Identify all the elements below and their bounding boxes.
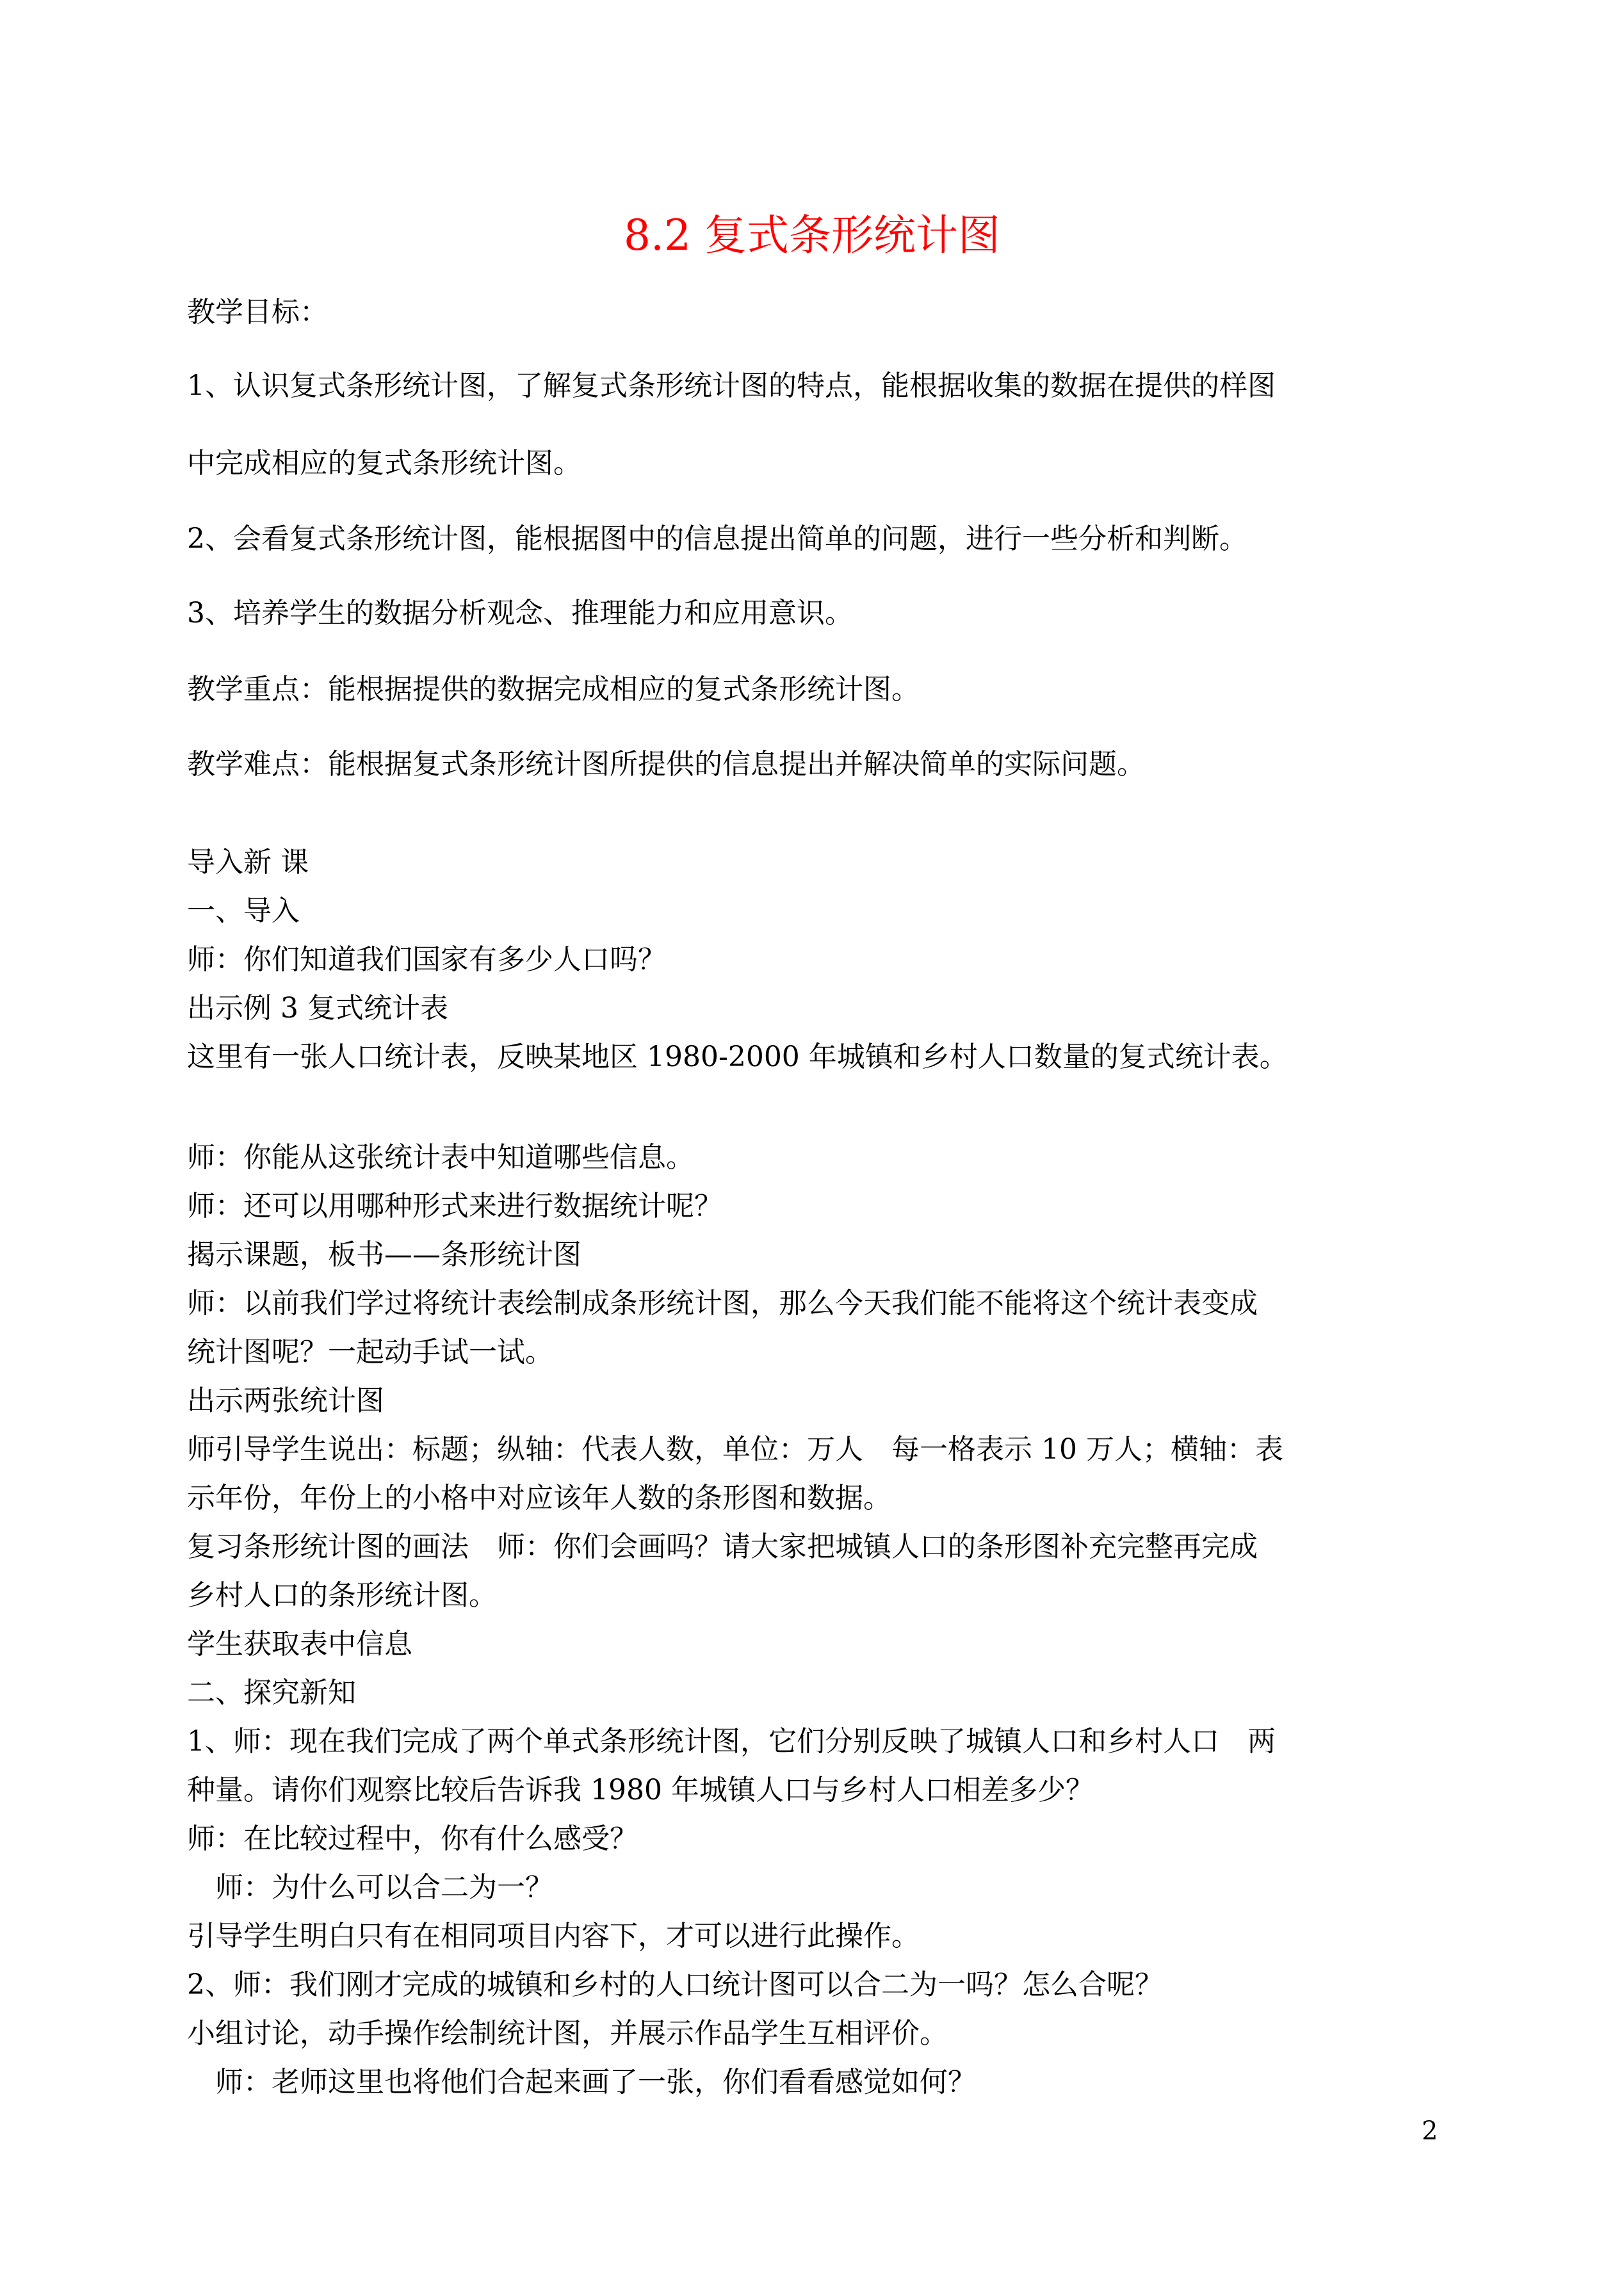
objective-3: 3、培养学生的数据分析观念、推理能力和应用意识。 [187, 597, 853, 629]
lesson-line: 学生获取表中信息 [187, 1628, 412, 1660]
objectives-heading: 教学目标： [187, 296, 328, 328]
key-point: 教学重点：能根据提供的数据完成相应的复式条形统计图。 [187, 673, 920, 706]
lesson-line: 种量。请你们观察比较后告诉我 1980 年城镇人口与乡村人口相差多少？ [187, 1774, 1094, 1806]
lesson-line: 小组讨论，动手操作绘制统计图，并展示作品学生互相评价。 [187, 2017, 948, 2050]
page-title: 8.2 复式条形统计图 [624, 211, 1000, 260]
lesson-line: 师：老师这里也将他们合起来画了一张，你们看看感觉如何？ [187, 2066, 976, 2098]
lesson-line: 二、探究新知 [187, 1676, 356, 1709]
lesson-line: 导入新 课 [187, 846, 309, 879]
lesson-line: 乡村人口的条形统计图。 [187, 1579, 497, 1612]
lesson-line: 师：为什么可以合二为一？ [187, 1871, 553, 1904]
objective-1-line-1: 1、认识复式条形统计图，了解复式条形统计图的特点，能根据收集的数据在提供的样图 [187, 369, 1276, 402]
lesson-line: 师：在比较过程中，你有什么感受？ [187, 1822, 638, 1855]
lesson-line: 统计图呢？一起动手试一试。 [187, 1336, 553, 1368]
lesson-line: 复习条形统计图的画法 师：你们会画吗？请大家把城镇人口的条形图补充完整再完成 [187, 1530, 1258, 1563]
lesson-line: 一、导入 [187, 895, 300, 927]
lesson-line: 2、师：我们刚才完成的城镇和乡村的人口统计图可以合二为一吗？怎么合呢？ [187, 1968, 1163, 2001]
objective-1-line-2: 中完成相应的复式条形统计图。 [187, 447, 581, 480]
lesson-line: 师：以前我们学过将统计表绘制成条形统计图，那么今天我们能不能将这个统计表变成 [187, 1287, 1258, 1320]
lesson-line: 师：你能从这张统计表中知道哪些信息。 [187, 1141, 694, 1174]
lesson-line: 师：还可以用哪种形式来进行数据统计呢？ [187, 1190, 722, 1222]
lesson-line: 师：你们知道我们国家有多少人口吗？ [187, 943, 666, 976]
difficulty: 教学难点：能根据复式条形统计图所提供的信息提出并解决简单的实际问题。 [187, 748, 1145, 781]
lesson-line: 出示例 3 复式统计表 [187, 992, 448, 1025]
lesson-line: 揭示课题，板书——条形统计图 [187, 1238, 581, 1271]
lesson-line: 这里有一张人口统计表，反映某地区 1980-2000 年城镇和乡村人口数量的复式统计表。 [187, 1041, 1288, 1073]
page-number: 2 [1422, 2116, 1438, 2146]
lesson-line: 出示两张统计图 [187, 1384, 384, 1417]
objective-2: 2、会看复式条形统计图，能根据图中的信息提出简单的问题，进行一些分析和判断。 [187, 523, 1247, 555]
lesson-line: 引导学生明白只有在相同项目内容下，才可以进行此操作。 [187, 1920, 920, 1952]
lesson-line: 示年份，年份上的小格中对应该年人数的条形图和数据。 [187, 1482, 891, 1514]
lesson-line: 1、师：现在我们完成了两个单式条形统计图，它们分别反映了城镇人口和乡村人口 两 [187, 1725, 1276, 1758]
lesson-line: 师引导学生说出：标题；纵轴：代表人数，单位：万人 每一格表示 10 万人；横轴：表 [187, 1433, 1283, 1466]
